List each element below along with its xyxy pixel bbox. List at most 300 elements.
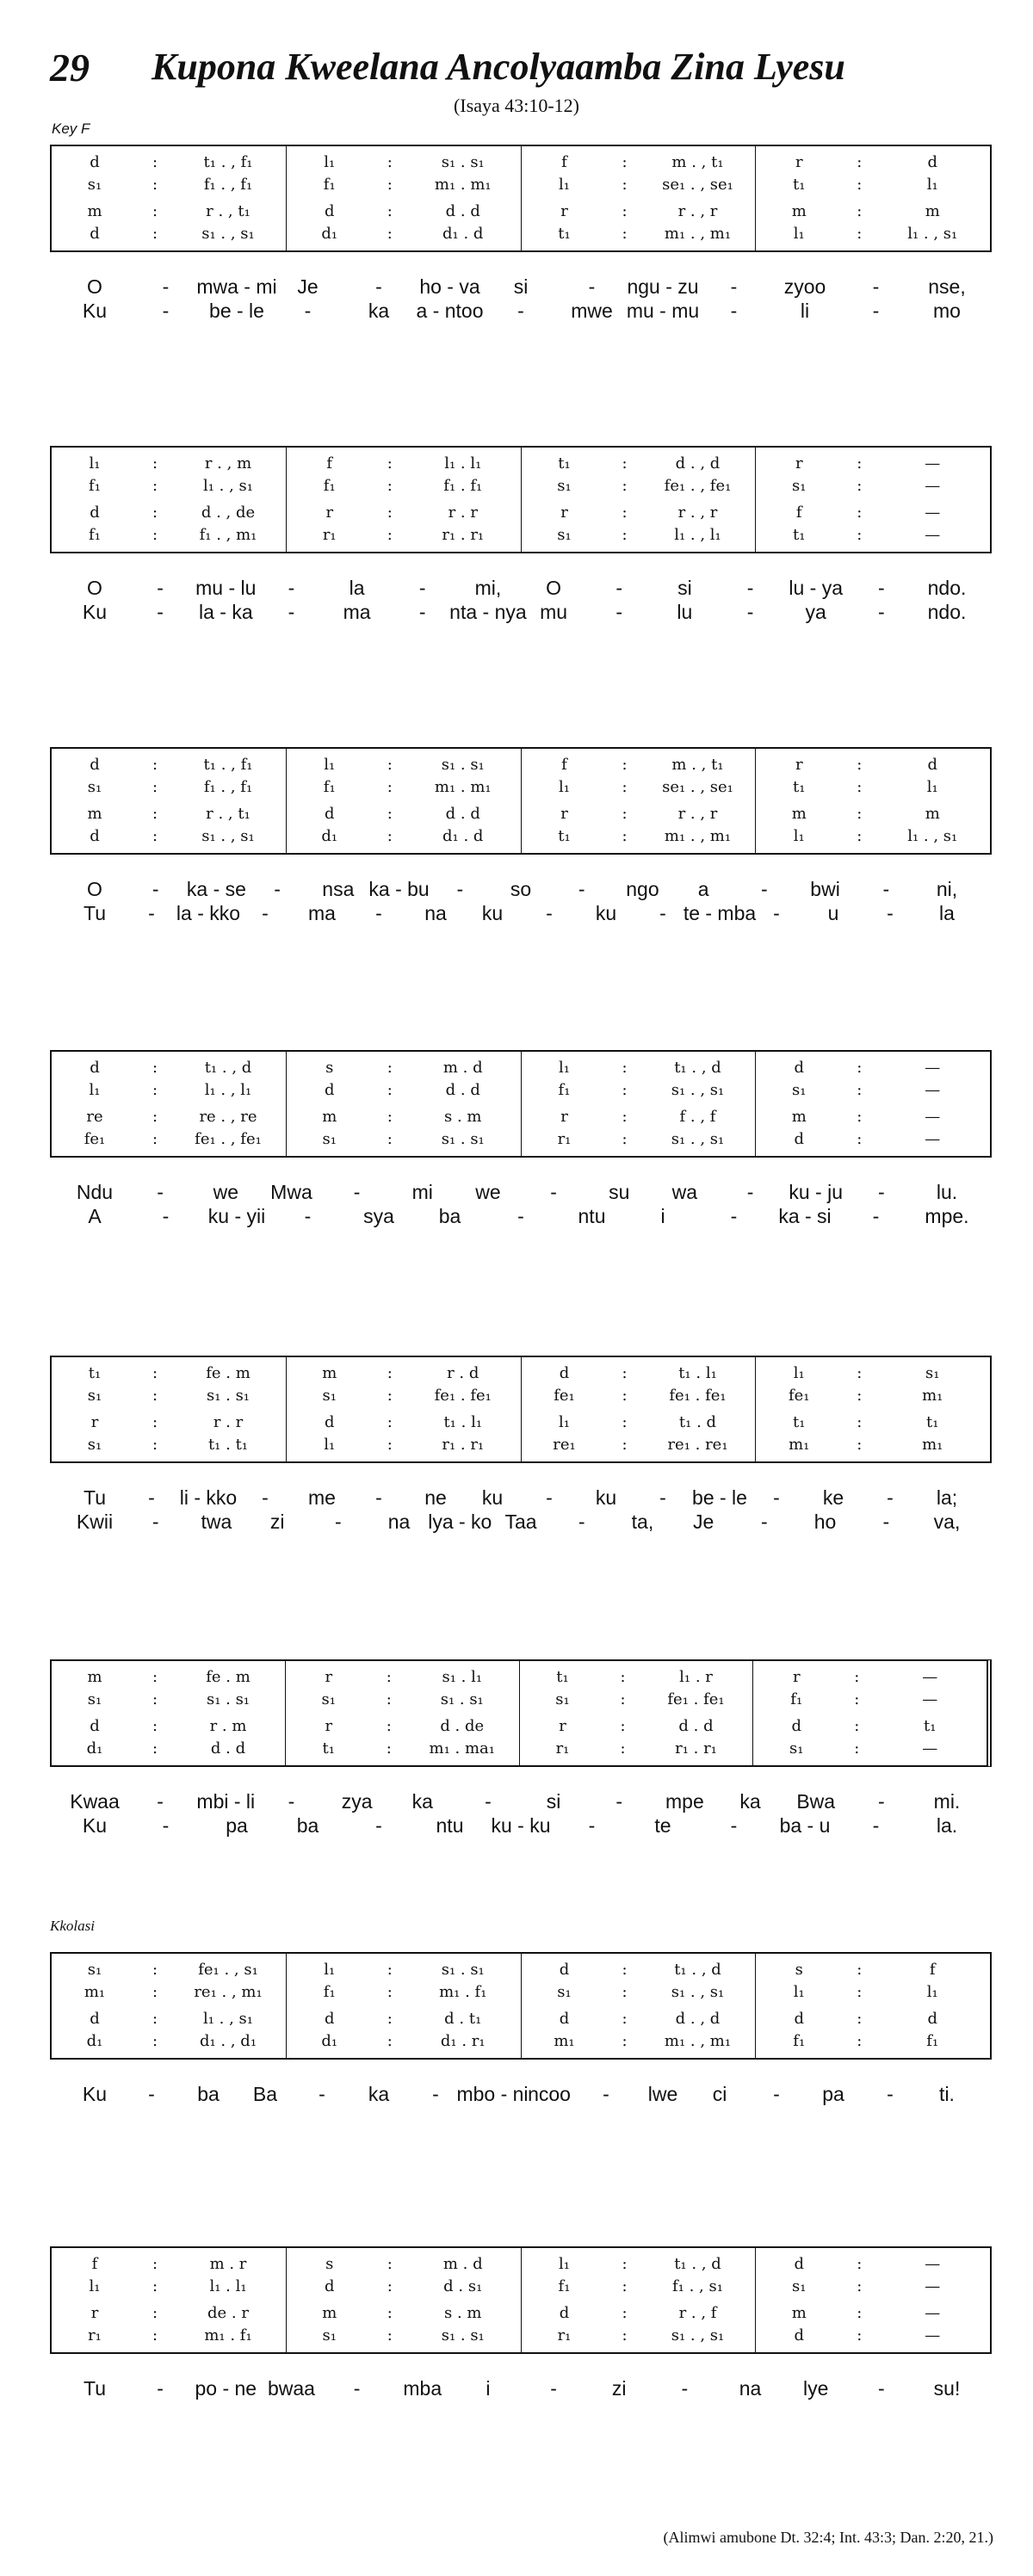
beat-separator: :: [857, 1960, 863, 1979]
voice-part: [287, 2255, 521, 2274]
beat-separator: :: [387, 777, 393, 796]
beat-notes: l₁: [926, 777, 938, 796]
voice-part: [52, 1739, 285, 1758]
beat-notes: d₁: [321, 225, 338, 244]
voice-part: [286, 1739, 519, 1758]
syllable-hyphen: -: [162, 275, 170, 298]
beat-notes: l₁ . , l₁: [674, 526, 721, 545]
beat-separator: :: [857, 1982, 863, 2001]
syllable-hyphen: -: [615, 577, 623, 599]
beat-notes: d: [794, 2010, 805, 2029]
beat-notes: —: [925, 1080, 941, 1099]
lyric-syllable: ngo: [626, 878, 659, 900]
beat-notes: t₁ . d: [678, 1413, 717, 1432]
beat-notes: f₁: [926, 2032, 939, 2051]
beat-notes: m . r: [209, 2254, 247, 2273]
lyric-syllable: ku: [595, 1486, 617, 1509]
lyric-syllable: ke: [822, 1486, 844, 1509]
beat-separator: :: [857, 1108, 863, 1127]
voice-part: [756, 827, 990, 846]
beat-notes: r . , r: [677, 503, 718, 522]
lyric-syllable: ya: [805, 601, 826, 623]
beat-notes: r . , r: [677, 202, 718, 221]
beat-notes: l₁: [559, 777, 570, 796]
voice-part: [520, 1668, 753, 1687]
beat-separator: :: [387, 1363, 393, 1382]
measure: [521, 448, 756, 552]
beat-notes: s₁: [557, 1982, 572, 2001]
beat-separator: :: [152, 1982, 158, 2001]
syllable-hyphen: -: [878, 1790, 885, 1813]
lyric-syllable: Tu: [84, 1486, 106, 1509]
lyric-syllable: na: [424, 902, 447, 924]
beat-separator: :: [857, 2276, 863, 2295]
syllable-hyphen: -: [578, 1510, 585, 1533]
beat-notes: d: [927, 152, 938, 171]
beat-notes: d: [324, 805, 335, 824]
beat-notes: s₁: [792, 476, 807, 495]
beat-separator: :: [387, 2276, 393, 2295]
voice-part: [756, 2010, 990, 2029]
syllable-hyphen: -: [517, 1205, 524, 1227]
voice-part: [52, 1413, 286, 1432]
beat-separator: :: [387, 2010, 393, 2029]
lyric-syllable: ka: [368, 300, 390, 322]
beat-separator: :: [857, 755, 863, 774]
beat-notes: —: [922, 1690, 938, 1708]
voice-part: [756, 225, 990, 244]
beat-notes: r . , t₁: [206, 805, 251, 824]
measure: [755, 1052, 990, 1156]
beat-notes: de . r: [207, 2304, 249, 2323]
syllable-hyphen: -: [872, 300, 880, 322]
lyric-syllable: a: [697, 878, 709, 900]
beat-separator: :: [622, 476, 628, 495]
lyric-syllable: O: [87, 275, 102, 298]
key-signature: Key F: [52, 120, 90, 137]
beat-notes: r: [560, 503, 568, 522]
voice-part: [756, 1130, 990, 1149]
voice-part: [756, 1983, 990, 2002]
beat-notes: t₁ . , d: [204, 1058, 252, 1077]
measure: [52, 146, 286, 250]
syllable-hyphen: -: [546, 902, 553, 924]
lyric-syllable: Mwa: [270, 1181, 312, 1203]
beat-notes: d: [559, 2010, 570, 2029]
beat-separator: :: [387, 1436, 393, 1455]
beat-notes: f₁ . , m₁: [199, 526, 257, 545]
beat-notes: f₁ . , f₁: [203, 175, 253, 194]
voice-part: [52, 756, 286, 775]
beat-notes: d: [90, 827, 100, 846]
beat-separator: :: [622, 1058, 628, 1077]
lyric-syllable: ncoo: [528, 2083, 571, 2105]
measure: [286, 1357, 521, 1461]
voice-part: [286, 1717, 519, 1736]
beat-notes: m: [791, 202, 807, 221]
lyric-syllable: te - mba: [683, 902, 757, 924]
beat-notes: —: [925, 2254, 941, 2273]
beat-separator: :: [622, 1386, 628, 1405]
beat-notes: l₁ . r: [679, 1667, 713, 1686]
beat-notes: f₁: [793, 2032, 806, 2051]
voice-part: [522, 1059, 756, 1078]
syllable-hyphen: -: [304, 1205, 312, 1227]
voice-part: [522, 2010, 756, 2029]
beat-notes: d: [90, 1058, 100, 1077]
beat-notes: m₁: [554, 2032, 575, 2051]
beat-notes: d: [324, 2276, 335, 2295]
voice-part: [522, 225, 756, 244]
voice-part: [520, 1690, 753, 1709]
lyric-syllable: Je: [297, 275, 319, 298]
syllable-hyphen: -: [773, 2083, 780, 2105]
beat-notes: d . de: [440, 1717, 485, 1736]
voice-part: [522, 1387, 756, 1405]
beat-notes: s₁ . , s₁: [201, 827, 255, 846]
measure: [752, 1661, 987, 1765]
beat-notes: r . d: [447, 1363, 479, 1382]
syllable-hyphen: -: [887, 1486, 894, 1509]
syllable-hyphen: -: [761, 878, 768, 900]
voice-part: [522, 1130, 756, 1149]
beat-notes: m: [791, 1108, 807, 1127]
voice-part: [287, 503, 521, 522]
beat-notes: s₁: [87, 1436, 102, 1455]
lyric-syllable: mo: [933, 300, 961, 322]
lyric-syllable: mu: [540, 601, 568, 623]
lyric-syllable: la - ka: [198, 601, 253, 623]
beat-notes: fe₁ . , s₁: [198, 1960, 258, 1979]
beat-notes: f: [795, 503, 802, 522]
voice-part: [522, 454, 756, 473]
beat-notes: t₁: [322, 1739, 335, 1758]
voice-part: [756, 454, 990, 473]
syllable-hyphen: -: [157, 1790, 164, 1813]
syllable-hyphen: -: [746, 601, 754, 623]
beat-separator: :: [857, 202, 863, 221]
beat-notes: t₁: [88, 1363, 102, 1382]
lyric-syllable: so: [510, 878, 532, 900]
beat-separator: :: [854, 1690, 860, 1708]
beat-notes: m: [791, 2304, 807, 2323]
syllable-hyphen: -: [730, 1814, 738, 1837]
voice-part: [52, 477, 286, 496]
beat-separator: :: [386, 1690, 392, 1708]
voice-part: [756, 202, 990, 221]
lyric-syllable: ku: [481, 1486, 504, 1509]
lyric-syllable: O: [87, 577, 102, 599]
beat-separator: :: [152, 454, 158, 473]
voice-part: [287, 202, 521, 221]
voice-part: [522, 1436, 756, 1455]
beat-notes: fe₁ . fe₁: [667, 1690, 725, 1708]
beat-notes: s₁ . s₁: [441, 755, 485, 774]
measure: [521, 1357, 756, 1461]
beat-notes: m₁ . m₁: [434, 175, 492, 194]
beat-separator: :: [857, 1130, 863, 1149]
beat-notes: r: [795, 152, 803, 171]
voice-part: [287, 477, 521, 496]
lyric-syllable: lwe: [647, 2083, 678, 2105]
beat-notes: d: [559, 2304, 570, 2323]
beat-separator: :: [857, 2010, 863, 2029]
beat-notes: d . t₁: [444, 2010, 482, 2029]
beat-notes: s₁: [87, 1386, 102, 1405]
lyric-syllable: u: [827, 902, 839, 924]
lyric-syllable: mu - lu: [195, 577, 257, 599]
beat-notes: fe₁ . fe₁: [669, 1386, 727, 1405]
beat-notes: r: [325, 1717, 333, 1736]
voice-part: [52, 503, 286, 522]
lyric-syllable: be - le: [692, 1486, 747, 1509]
syllable-hyphen: -: [773, 902, 780, 924]
lyric-syllable: Tu: [84, 902, 106, 924]
lyric-syllable: mbi - li: [196, 1790, 256, 1813]
syllable-hyphen: -: [152, 878, 159, 900]
beat-separator: :: [622, 1108, 628, 1127]
beat-notes: fe₁: [554, 1386, 575, 1405]
beat-notes: f . , f: [679, 1108, 716, 1127]
beat-separator: :: [152, 755, 158, 774]
beat-separator: :: [622, 805, 628, 824]
beat-notes: l₁: [324, 152, 336, 171]
hymn-title: Kupona Kweelana Ancolyaamba Zina Lyesu: [152, 46, 845, 88]
beat-notes: —: [925, 1108, 941, 1127]
beat-separator: :: [152, 1130, 158, 1149]
voice-part: [522, 1961, 756, 1980]
voice-part: [287, 2326, 521, 2345]
lyric-syllable: ba - u: [779, 1814, 831, 1837]
beat-notes: f₁: [790, 1690, 803, 1708]
voice-part: [287, 1059, 521, 1078]
voice-part: [287, 1961, 521, 1980]
voice-part: [753, 1739, 987, 1758]
syllable-hyphen: -: [730, 275, 738, 298]
beat-separator: :: [152, 225, 158, 244]
beat-separator: :: [152, 1108, 158, 1127]
beat-notes: r . , m: [204, 454, 252, 473]
beat-notes: d: [559, 1363, 570, 1382]
voice-part: [52, 778, 286, 797]
beat-separator: :: [387, 1108, 393, 1127]
beat-notes: d₁: [86, 1739, 103, 1758]
beat-notes: s₁: [321, 1690, 336, 1708]
syllable-hyphen: -: [746, 577, 754, 599]
lyric-line: [0, 577, 1033, 601]
beat-separator: :: [387, 1080, 393, 1099]
beat-notes: l₁ . , l₁: [204, 1080, 252, 1099]
beat-notes: s₁ . , s₁: [671, 2326, 725, 2345]
lyric-syllable: mpe: [665, 1790, 704, 1813]
beat-separator: :: [622, 1413, 628, 1432]
syllable-hyphen: -: [418, 577, 426, 599]
voice-part: [287, 827, 521, 846]
beat-notes: d . d: [445, 805, 480, 824]
beat-notes: s₁ . s₁: [440, 1690, 484, 1708]
voice-part: [522, 2277, 756, 2296]
beat-separator: :: [152, 202, 158, 221]
voice-part: [756, 805, 990, 824]
syllable-hyphen: -: [615, 601, 623, 623]
beat-notes: l₁: [559, 1413, 570, 1432]
voice-part: [756, 2326, 990, 2345]
music-system: [50, 145, 992, 252]
syllable-hyphen: -: [162, 300, 170, 322]
beat-separator: :: [387, 1386, 393, 1405]
voice-part: [522, 827, 756, 846]
beat-separator: :: [387, 755, 393, 774]
beat-separator: :: [622, 1130, 628, 1149]
lyric-syllable: ndo.: [927, 577, 967, 599]
lyric-syllable: ti.: [939, 2083, 955, 2105]
beat-separator: :: [857, 1386, 863, 1405]
beat-notes: —: [925, 476, 941, 495]
voice-part: [52, 2010, 286, 2029]
beat-notes: d₁ . d: [442, 827, 484, 846]
beat-notes: f₁: [89, 526, 101, 545]
lyric-syllable: nta - nya: [449, 601, 527, 623]
lyric-syllable: ba: [197, 2083, 220, 2105]
beat-notes: m₁: [922, 1386, 943, 1405]
beat-notes: r: [325, 503, 334, 522]
measure: [521, 146, 756, 250]
lyric-syllable: twa: [201, 1510, 232, 1533]
beat-notes: s₁: [925, 1363, 940, 1382]
voice-part: [52, 1436, 286, 1455]
beat-notes: r . r: [448, 503, 478, 522]
beat-notes: d₁: [321, 2032, 338, 2051]
measure: [52, 2248, 286, 2352]
beat-notes: r₁ . r₁: [442, 1436, 485, 1455]
beat-separator: :: [387, 202, 393, 221]
beat-separator: :: [152, 2010, 158, 2029]
beat-separator: :: [622, 526, 628, 545]
voice-part: [287, 1436, 521, 1455]
beat-notes: d: [559, 1960, 570, 1979]
lyric-line: [0, 601, 1033, 625]
beat-notes: r: [560, 805, 568, 824]
beat-notes: t₁: [558, 827, 571, 846]
syllable-hyphen: -: [157, 577, 164, 599]
voice-part: [52, 805, 286, 824]
lyric-syllable: ka: [739, 1790, 761, 1813]
beat-notes: s₁ . l₁: [442, 1667, 483, 1686]
lyric-syllable: la;: [936, 1486, 958, 1509]
syllable-hyphen: -: [288, 1790, 295, 1813]
beat-notes: s₁: [87, 1960, 102, 1979]
beat-separator: :: [620, 1667, 626, 1686]
syllable-hyphen: -: [274, 878, 281, 900]
beat-separator: :: [152, 2254, 158, 2273]
beat-separator: :: [387, 1982, 393, 2001]
measure: [286, 146, 521, 250]
lyric-syllable: la: [939, 902, 955, 924]
lyric-syllable: ma: [308, 902, 336, 924]
beat-separator: :: [387, 454, 393, 473]
lyric-line: [0, 1510, 1033, 1535]
lyric-syllable: O: [87, 878, 102, 900]
beat-notes: d . s₁: [443, 2276, 483, 2295]
beat-notes: s: [325, 2254, 334, 2273]
beat-notes: s₁: [87, 1690, 102, 1708]
beat-separator: :: [622, 2254, 628, 2273]
voice-part: [287, 1413, 521, 1432]
beat-notes: s₁ . s₁: [441, 152, 485, 171]
syllable-hyphen: -: [319, 2083, 325, 2105]
measure: [755, 1357, 990, 1461]
beat-separator: :: [152, 1080, 158, 1099]
lyric-syllable: ni,: [936, 878, 958, 900]
syllable-hyphen: -: [456, 878, 464, 900]
voice-part: [756, 778, 990, 797]
beat-notes: r: [795, 454, 803, 473]
beat-notes: f: [561, 755, 567, 774]
lyric-syllable: i: [486, 2377, 491, 2400]
syllable-hyphen: -: [659, 1486, 666, 1509]
beat-notes: d: [90, 1717, 100, 1736]
beat-separator: :: [152, 1058, 158, 1077]
beat-separator: :: [152, 1667, 158, 1686]
voice-part: [756, 1961, 990, 1980]
beat-separator: :: [387, 2032, 393, 2051]
lyric-syllable: na: [387, 1510, 411, 1533]
beat-notes: s₁ . s₁: [441, 2326, 485, 2345]
voice-part: [522, 778, 756, 797]
beat-notes: f₁: [558, 1080, 571, 1099]
beat-notes: s₁ . s₁: [206, 1690, 251, 1708]
beat-separator: :: [152, 1413, 158, 1432]
voice-part: [522, 1413, 756, 1432]
voice-part: [287, 1364, 521, 1383]
voice-part: [287, 153, 521, 172]
beat-notes: r₁: [88, 2326, 102, 2345]
syllable-hyphen: -: [517, 300, 524, 322]
measure: [755, 2248, 990, 2352]
lyric-syllable: la: [349, 577, 365, 599]
lyric-syllable: la.: [936, 1814, 958, 1837]
hymn-number: 29: [50, 46, 90, 90]
beat-separator: :: [857, 1058, 863, 1077]
beat-notes: t₁ . l₁: [443, 1413, 483, 1432]
beat-notes: s₁: [322, 1386, 337, 1405]
measure: [286, 1954, 521, 2058]
lyric-syllable: zi: [269, 1510, 285, 1533]
beat-notes: m: [322, 1363, 337, 1382]
beat-notes: m . d: [442, 1058, 483, 1077]
beat-notes: d: [794, 2254, 805, 2273]
syllable-hyphen: -: [615, 1790, 623, 1813]
voice-part: [522, 2304, 756, 2323]
beat-separator: :: [387, 503, 393, 522]
voice-part: [756, 1059, 990, 1078]
measure: [52, 448, 286, 552]
syllable-hyphen: -: [882, 878, 890, 900]
measure: [52, 1954, 286, 2058]
beat-notes: m₁ . , m₁: [664, 827, 732, 846]
beat-separator: :: [152, 1960, 158, 1979]
voice-part: [52, 2304, 286, 2323]
voice-part: [287, 778, 521, 797]
voice-part: [52, 1059, 286, 1078]
voice-part: [287, 1108, 521, 1127]
chorus-label: Kkolasi: [50, 1918, 95, 1934]
beat-notes: f₁: [323, 1982, 336, 2001]
beat-notes: r: [795, 755, 803, 774]
beat-notes: t₁: [926, 1413, 939, 1432]
lyric-syllable: zi: [611, 2377, 627, 2400]
lyric-syllable: ka - si: [778, 1205, 832, 1227]
